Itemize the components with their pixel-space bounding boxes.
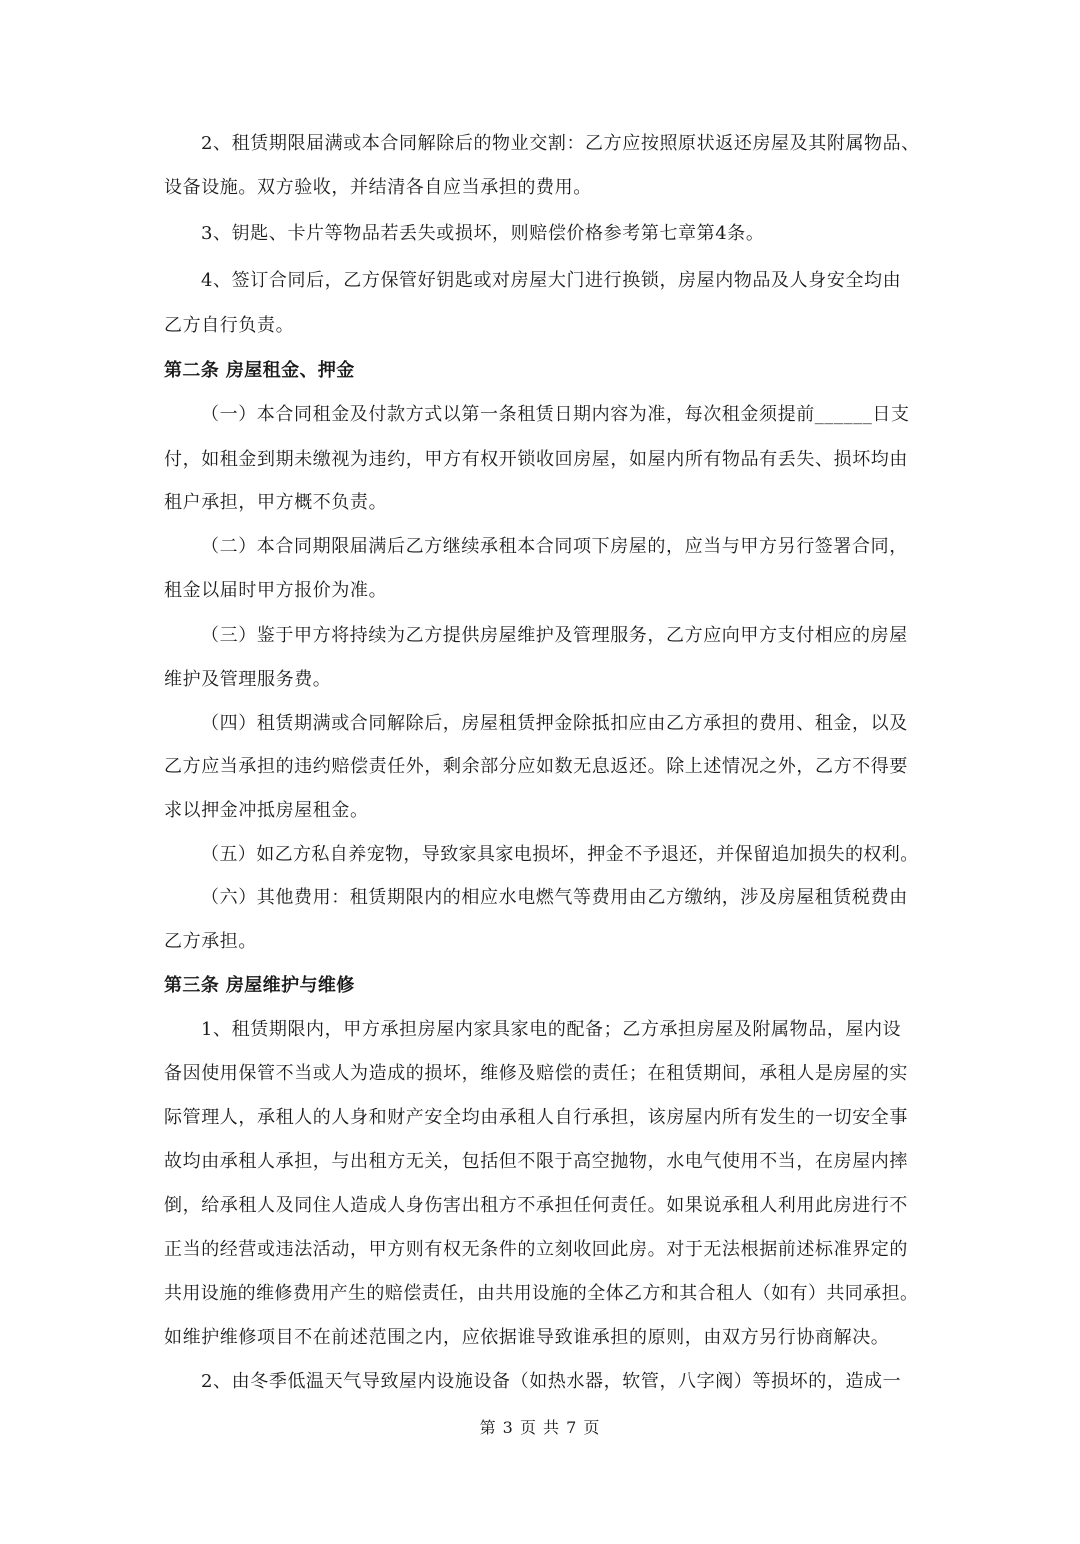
paragraph-line: 乙方应当承担的违约赔偿责任外，剩余部分应如数无息返还。除上述情况之外，乙方不得要: [164, 756, 908, 777]
paragraph-line: 求以押金冲抵房屋租金。: [164, 800, 369, 821]
paragraph-line: 维护及管理服务费。: [164, 669, 332, 690]
paragraph-line: （五）如乙方私自养宠物，导致家具家电损坏，押金不予退还，并保留追加损失的权利。: [201, 844, 919, 865]
paragraph-line: 租户承担，甲方概不负责。: [164, 492, 388, 513]
section-heading: 第三条 房屋维护与维修: [164, 975, 355, 996]
paragraph-line: 正当的经营或违法活动，甲方则有权无条件的立刻收回此房。对于无法根据前述标准界定的: [164, 1239, 908, 1260]
page-number-footer: 第 3 页 共 7 页: [479, 1418, 601, 1437]
paragraph-line: 2、租赁期限届满或本合同解除后的物业交割：乙方应按照原状返还房屋及其附属物品、: [201, 133, 920, 154]
paragraph-line: （一）本合同租金及付款方式以第一条租赁日期内容为准，每次租金须提前______日支: [201, 404, 910, 425]
paragraph-line: 备因使用保管不当或人为造成的损坏，维修及赔偿的责任；在租赁期间，承租人是房屋的实: [164, 1063, 908, 1084]
paragraph-line: （三）鉴于甲方将持续为乙方提供房屋维护及管理服务，乙方应向甲方支付相应的房屋: [201, 625, 908, 646]
paragraph-line: 1、租赁期限内，甲方承担房屋内家具家电的配备；乙方承担房屋及附属物品，屋内设: [201, 1019, 902, 1040]
paragraph-line: 付，如租金到期未缴视为违约，甲方有权开锁收回房屋，如屋内所有物品有丢失、损坏均由: [164, 449, 908, 470]
paragraph-line: 如维护维修项目不在前述范围之内，应依据谁导致谁承担的原则，由双方另行协商解决。: [164, 1327, 890, 1348]
paragraph-line: 设备设施。双方验收，并结清各自应当承担的费用。: [164, 177, 592, 198]
section-heading: 第二条 房屋租金、押金: [164, 360, 355, 381]
paragraph-line: 故均由承租人承担，与出租方无关，包括但不限于高空抛物，水电气使用不当，在房屋内摔: [164, 1151, 908, 1172]
paragraph-line: 4、签订合同后，乙方保管好钥匙或对房屋大门进行换锁，房屋内物品及人身安全均由: [201, 270, 902, 291]
paragraph-line: 倒，给承租人及同住人造成人身伤害出租方不承担任何责任。如果说承租人利用此房进行不: [164, 1195, 908, 1216]
paragraph-line: 2、由冬季低温天气导致屋内设施设备（如热水器，软管，八字阀）等损坏的，造成一: [201, 1371, 902, 1392]
paragraph-line: 3、钥匙、卡片等物品若丢失或损坏，则赔偿价格参考第七章第4条。: [201, 223, 765, 244]
paragraph-line: 乙方承担。: [164, 931, 257, 952]
paragraph-line: 际管理人，承租人的人身和财产安全均由承租人自行承担，该房屋内所有发生的一切安全事: [164, 1107, 908, 1128]
paragraph-line: （六）其他费用：租赁期限内的相应水电燃气等费用由乙方缴纳，涉及房屋租赁税费由: [201, 887, 908, 908]
paragraph-line: 乙方自行负责。: [164, 315, 295, 336]
paragraph-line: 租金以届时甲方报价为准。: [164, 580, 388, 601]
paragraph-line: 共用设施的维修费用产生的赔偿责任，由共用设施的全体乙方和其合租人（如有）共同承担。: [164, 1283, 919, 1304]
paragraph-line: （二）本合同期限届满后乙方继续承租本合同项下房屋的，应当与甲方另行签署合同，: [201, 536, 908, 557]
paragraph-line: （四）租赁期满或合同解除后，房屋租赁押金除抵扣应由乙方承担的费用、租金，以及: [201, 713, 908, 734]
